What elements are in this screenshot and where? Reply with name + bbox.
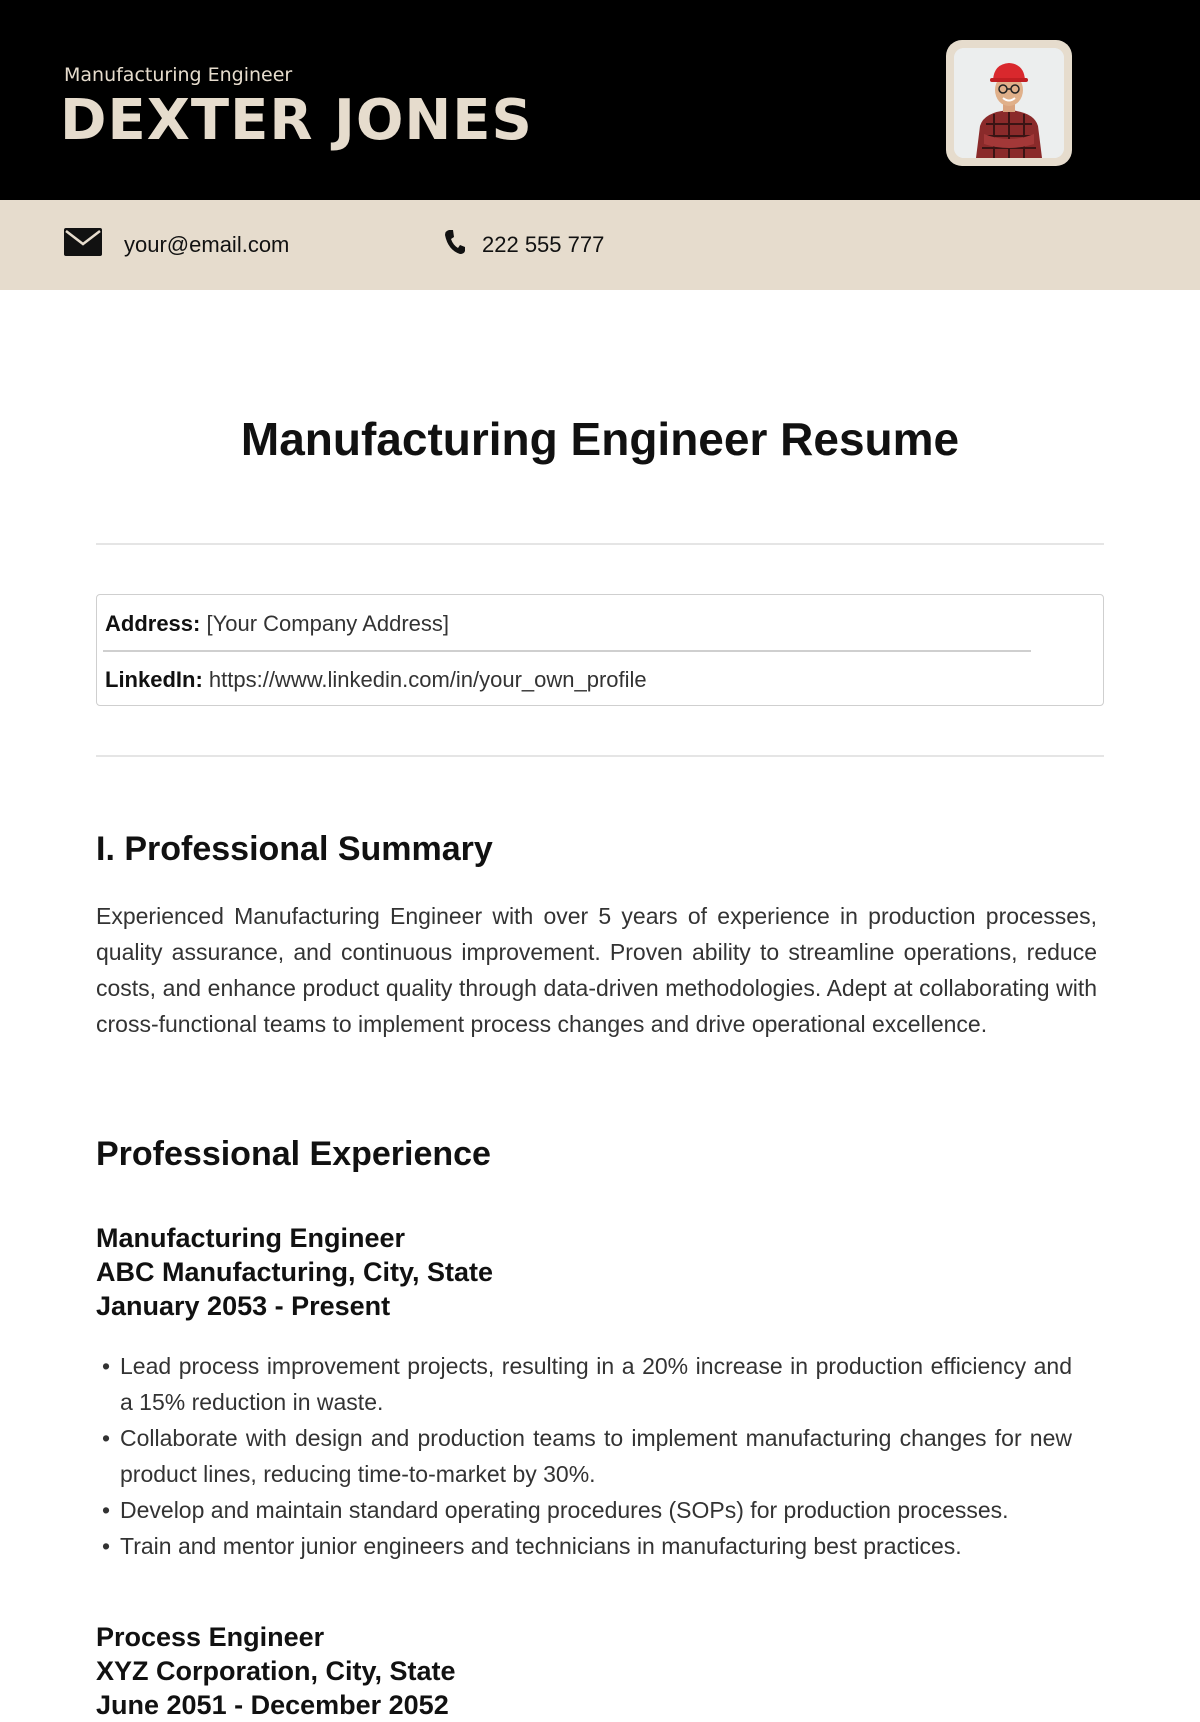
job-entry-header — [96, 1221, 493, 1323]
job-dates: June 2051 - December 2052 — [96, 1690, 449, 1720]
job-title: Process Engineer — [96, 1622, 325, 1652]
page-title: Manufacturing Engineer Resume — [240, 413, 960, 465]
list-item: • Train and mentor junior engineers and technicians in manufacturing best practices. — [102, 1528, 1072, 1564]
linkedin-value[interactable]: https://www.linkedin.com/in/your_own_profile — [202, 667, 647, 692]
linkedin-label: LinkedIn: — [105, 667, 203, 692]
experience-heading: Professional Experience — [96, 1135, 491, 1173]
summary-paragraph: Experienced Manufacturing Engineer with over 5 years of experience in production processes, quality assurance, and continuous improvement. Proven ability to streamline operations, reduce costs, and enhance product quality through data-driven methodologies. Adept at collaborating with cross-functional teams to implement process changes and drive operational excellence. — [96, 903, 1097, 1037]
profile-photo — [946, 40, 1072, 166]
divider — [96, 543, 1104, 545]
phone-text: 222 555 777 — [482, 232, 605, 257]
header-job-title: Manufacturing Engineer — [64, 64, 293, 86]
address-label: Address: — [105, 611, 201, 636]
job-company: ABC Manufacturing, City, State — [96, 1257, 494, 1287]
list-item: • Develop and maintain standard operating procedures (SOPs) for production processes. — [102, 1492, 1072, 1528]
address-value: [Your Company Address] — [200, 611, 450, 636]
address-row — [105, 611, 449, 637]
linkedin-row — [105, 667, 647, 693]
person-portrait-icon — [954, 48, 1064, 158]
info-table — [96, 594, 1104, 706]
job-title: Manufacturing Engineer — [96, 1223, 406, 1253]
divider — [96, 755, 1104, 757]
contact-bar — [0, 200, 1200, 290]
candidate-name: DEXTER JONES — [60, 88, 533, 153]
contact-phone[interactable] — [444, 200, 604, 290]
summary-heading: I. Professional Summary — [96, 830, 493, 868]
job-dates: January 2053 - Present — [96, 1291, 391, 1321]
envelope-icon — [64, 228, 102, 262]
list-item: • Lead process improvement projects, resulting in a 20% increase in production efficiency and a 15% reduction in waste. — [102, 1348, 1072, 1420]
resume-header — [0, 0, 1200, 200]
phone-icon — [444, 229, 466, 261]
job-company: XYZ Corporation, City, State — [96, 1656, 456, 1686]
email-text: your@email.com — [124, 232, 290, 257]
info-divider — [103, 650, 1031, 652]
job-entry-header — [96, 1620, 456, 1722]
list-item: • Collaborate with design and production teams to implement manufacturing changes for new product lines, reducing time-to-market by 30%. — [102, 1420, 1072, 1492]
contact-email[interactable] — [64, 200, 289, 290]
job-bullets — [102, 1348, 1072, 1564]
